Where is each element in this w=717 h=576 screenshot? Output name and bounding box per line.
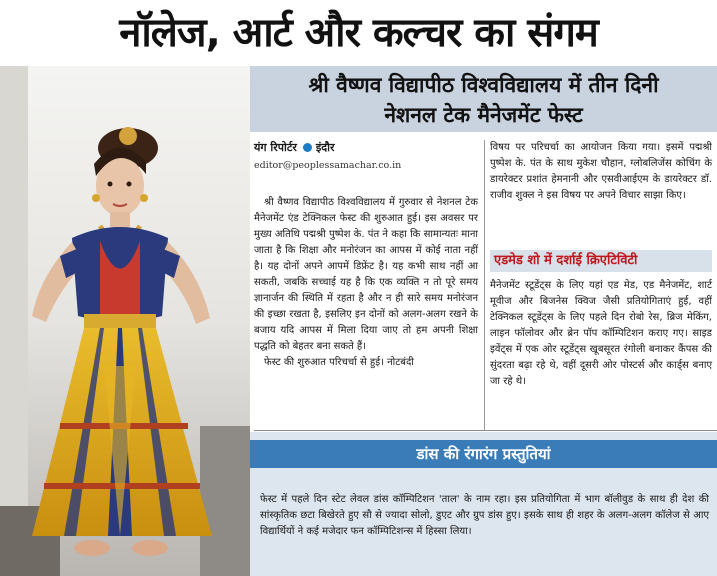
paragraph: फेस्ट की शुरुआत परिचर्चा से हुई। नोटबंदी bbox=[264, 357, 414, 368]
subheading: एडमेड शो में दर्शाई क्रिएटिविटी bbox=[490, 250, 712, 272]
paragraph: फेस्ट में पहले दिन स्टेट लेवल डांस कॉम्पिटिशन 'ताल' के नाम रहा। इस प्रतियोगिता में भाग बॉलीवुड के साथ ही देश की सांस्कृतिक छटा बिखेरते हुए सौ से ज्यादा सोलो, डुएट और ग्रुप डांस हुए। इसके साथ ही शहर के अलग-अलग कॉलेज से आए विद्यार्थियों ने कई मजेदार फन कॉम्पिटिशन्स में हिस्सा लिया। bbox=[260, 494, 709, 537]
deck-banner bbox=[250, 66, 717, 132]
byline bbox=[254, 140, 484, 155]
article-column-1 bbox=[254, 195, 478, 371]
deck-line-2: नेशनल टेक मैनेजमेंट फेस्ट bbox=[384, 103, 583, 127]
article-column-2-continued bbox=[490, 278, 712, 390]
paragraph: श्री वैष्णव विद्यापीठ विश्वविद्यालय में गुरुवार से नेशनल टेक मैनेजमेंट एंड टेक्निकल फेस्ट की शुरुआत हुई। इस अवसर पर मुख्य अतिथि पद्मश्री पुष्पेश के. पंत ने कहा कि सामान्यतः माना जाता है कि शिक्षा और मनोरंजन का आपस में कोई नाता नहीं है। यह दोनों अपने आपमें डिफ्रेंट है। यह कभी साथ नहीं आ सकती, जबकि सच्चाई यह है कि एक व्यक्ति न तो पूरे समय ज्ञानार्जन की स्थिति में रहता है और न ही सारे समय मनोरंजन की इच्छा रखता है, इसलिए इन दोनों को अलग-अलग रखने के बजाय यदि आपस में मिला दिया जाए तो हम अपनी शिक्षा पद्धति को बेहतर बना सकते हैं। bbox=[254, 197, 478, 352]
boxout-text bbox=[260, 492, 709, 540]
contact-email: editor@peoplessamachar.co.in bbox=[254, 160, 402, 171]
boxout-title: डांस की रंगारंग प्रस्तुतियां bbox=[416, 445, 551, 463]
column-divider bbox=[484, 140, 485, 430]
page-headline: नॉलेज, आर्ट और कल्चर का संगम bbox=[119, 10, 598, 56]
paragraph: मैनेजमेंट स्टूडेंट्स के लिए यहां एड मेड, एड मैनेजमेंट, शार्ट मूवीज और बिजनेस क्विज जैसी प्रतियोगिताएं हुई, वहीं टेक्निकल स्टूडेंट्स के लिए पहले दिन रोबो रेस, ब्रिज मेकिंग, लाइन फॉलोवर और ब्रेन पॉप कॉम्पिटिशन कराए गए। साइड इवेंट्स में एक ओर स्टूडेंट्स खूबसूरत रंगोली बनाकर कैंपस की सुंदरता बढ़ा रहे थे, वहीं दूसरी ओर पोस्टर्स और कार्ड्स बनाए जा रहे थे। bbox=[490, 280, 712, 387]
dancer-photo bbox=[0, 66, 250, 576]
section-divider bbox=[254, 430, 717, 431]
city-label: इंदौर bbox=[315, 141, 335, 154]
reporter-label: यंग रिपोर्टर bbox=[254, 141, 297, 154]
paragraph: विषय पर परिचर्चा का आयोजन किया गया। इसमें पद्मश्री पुष्पेश के. पंत के साथ मुकेश चौहान, ग्लोबलिजेंस कोचिंग के डायरेक्टर प्रशांत हेमनानी और एसवीआईएम के डायरेक्टर डॉ. राजीव शुक्ल ने इस विषय पर अपने विचार साझा किए। bbox=[490, 142, 712, 201]
boxout bbox=[250, 432, 717, 576]
deck-line-1: श्री वैष्णव विद्यापीठ विश्वविद्यालय में तीन दिनी bbox=[308, 73, 659, 97]
bullet-dot-icon bbox=[303, 143, 312, 152]
article-column-2 bbox=[490, 140, 712, 204]
